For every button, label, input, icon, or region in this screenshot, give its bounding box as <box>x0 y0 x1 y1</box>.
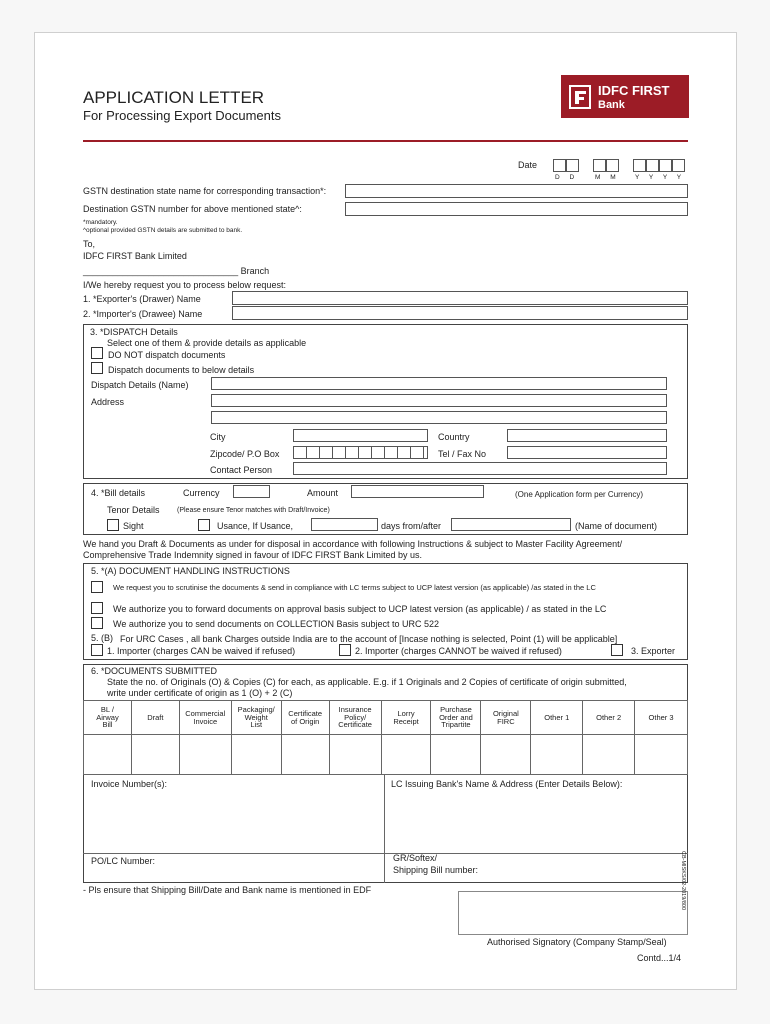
handover-line2: Comprehensive Trade Indemnity signed in favour of IDFC FIRST Bank Limited by us. <box>83 550 422 560</box>
signature-box[interactable] <box>458 891 688 935</box>
documents-instruction-1: State the no. of Originals (O) & Copies (C) for each, as applicable. E.g. if 1 Originals and 2 Copies of certificate of origin submitted, <box>107 677 627 687</box>
handling-opt2-checkbox[interactable] <box>91 602 103 614</box>
cell-insurance[interactable] <box>329 735 381 775</box>
gstn-state-label: GSTN destination state name for corresponding transaction*: <box>83 186 327 196</box>
doc-name-label: (Name of document) <box>575 521 658 531</box>
importer-label: 2. *Importer's (Drawee) Name <box>83 309 203 319</box>
currency-label: Currency <box>183 488 220 498</box>
amount-label: Amount <box>307 488 339 498</box>
importer-input[interactable] <box>232 306 688 320</box>
gstn-number-input[interactable] <box>345 202 688 216</box>
city-label: City <box>210 432 226 442</box>
contd-label: Contd...1/4 <box>637 953 682 963</box>
to-label: To, <box>83 239 96 249</box>
logo-text-line2: Bank <box>598 99 625 111</box>
tel-label: Tel / Fax No <box>438 449 487 459</box>
documents-vertical-divider <box>384 774 385 883</box>
gr-softex-label-1: GR/Softex/ <box>393 853 438 863</box>
tel-input[interactable] <box>507 446 667 459</box>
date-year-1[interactable] <box>633 159 646 172</box>
country-label: Country <box>438 432 470 442</box>
lc-bank-label: LC Issuing Bank's Name & Address (Enter Details Below): <box>391 779 623 789</box>
date-dd-hint: D D <box>555 174 579 181</box>
cell-other-1[interactable] <box>531 735 583 775</box>
dispatch-heading: 3. *DISPATCH Details <box>90 327 178 337</box>
date-month-1[interactable] <box>593 159 606 172</box>
cell-other-2[interactable] <box>583 735 635 775</box>
contact-label: Contact Person <box>210 465 273 475</box>
cell-commercial-invoice[interactable] <box>179 735 231 775</box>
cell-purchase-order[interactable] <box>431 735 481 775</box>
date-month-2[interactable] <box>606 159 619 172</box>
zip-input[interactable] <box>293 446 428 459</box>
gr-softex-label-2: Shipping Bill number: <box>393 865 479 875</box>
invoice-numbers-label: Invoice Number(s): <box>91 779 168 789</box>
urc-opt3-label: 3. Exporter <box>631 646 676 656</box>
edf-note: - Pls ensure that Shipping Bill/Date and Bank name is mentioned in EDF <box>83 885 372 895</box>
date-day-2[interactable] <box>566 159 579 172</box>
usance-days-input[interactable] <box>311 518 378 531</box>
bank-logo <box>561 75 689 118</box>
request-text: I/We hereby request you to process below request: <box>83 280 286 290</box>
date-label: Date <box>518 160 538 170</box>
do-not-dispatch-checkbox[interactable] <box>91 347 103 359</box>
days-from-label: days from/after <box>381 521 442 531</box>
zip-label: Zipcode/ P.O Box <box>210 449 280 459</box>
date-year-2[interactable] <box>646 159 659 172</box>
header-divider <box>83 140 688 142</box>
handover-line1: We hand you Draft & Documents as under for disposal in accordance with following Instructions & subject to Master Facility Agreement/ <box>83 539 623 549</box>
dispatch-docs-checkbox[interactable] <box>91 362 103 374</box>
date-year-4[interactable] <box>672 159 685 172</box>
do-not-dispatch-label: DO NOT dispatch documents <box>108 350 226 360</box>
address-input-2[interactable] <box>211 411 667 424</box>
col-purchase-order: Purchase Order and Tripartite <box>431 701 481 735</box>
usance-from-input[interactable] <box>451 518 571 531</box>
mandatory-note: *mandatory. <box>83 219 118 226</box>
urc-prefix: 5. (B) <box>91 633 114 643</box>
amount-input[interactable] <box>351 485 484 498</box>
usance-label: Usance, If Usance, <box>217 521 294 531</box>
urc-opt3-checkbox[interactable] <box>611 644 623 656</box>
col-lorry-receipt: Lorry Receipt <box>381 701 431 735</box>
dispatch-name-label: Dispatch Details (Name) <box>91 380 189 390</box>
currency-note: (One Application form per Currency) <box>515 490 644 499</box>
usance-checkbox[interactable] <box>198 519 210 531</box>
logo-text-line1: IDFC FIRST <box>598 83 670 98</box>
form-code: CB-MISKS/02-2019/800 <box>680 851 686 911</box>
documents-bottom-divider <box>83 853 688 854</box>
sight-label: Sight <box>123 521 144 531</box>
date-day-1[interactable] <box>553 159 566 172</box>
sight-checkbox[interactable] <box>107 519 119 531</box>
address-input-1[interactable] <box>211 394 667 407</box>
country-input[interactable] <box>507 429 667 442</box>
page-title: APPLICATION LETTER <box>83 88 265 107</box>
col-other-3: Other 3 <box>635 701 688 735</box>
handling-opt1-label: We request you to scrutinise the documents & send in compliance with LC terms subject to UCP latest version (as applicable) /as stated in the LC <box>113 583 596 592</box>
handling-opt1-checkbox[interactable] <box>91 581 103 593</box>
urc-opt2-label: 2. Importer (charges CANNOT be waived if refused) <box>355 646 562 656</box>
documents-table <box>83 700 688 775</box>
branch-line[interactable]: _______________________________ Branch <box>83 266 270 276</box>
city-input[interactable] <box>293 429 428 442</box>
dispatch-docs-label: Dispatch documents to below details <box>108 365 255 375</box>
urc-text: For URC Cases , all bank Charges outside India are to the account of [Incase nothing is selected, Point (1) will be applicable] <box>120 634 618 644</box>
bill-heading: 4. *Bill details <box>91 488 146 498</box>
application-form-page <box>34 32 737 990</box>
exporter-input[interactable] <box>232 291 688 305</box>
col-packaging-list: Packaging/ Weight List <box>231 701 281 735</box>
logo-mark-icon <box>569 85 591 109</box>
date-year-3[interactable] <box>659 159 672 172</box>
col-other-2: Other 2 <box>583 701 635 735</box>
po-lc-label: PO/LC Number: <box>91 856 156 866</box>
handling-heading: 5. *(A) DOCUMENT HANDLING INSTRUCTIONS <box>91 566 290 576</box>
cell-bl-airway-bill[interactable] <box>84 735 132 775</box>
optional-note: ^optional provided GSTN details are submitted to bank. <box>83 227 243 234</box>
exporter-label: 1. *Exporter's (Drawer) Name <box>83 294 201 304</box>
dispatch-instruction: Select one of them & provide details as applicable <box>107 338 307 348</box>
col-insurance: Insurance Policy/ Certificate <box>329 701 381 735</box>
col-draft: Draft <box>131 701 179 735</box>
tenor-note: (Please ensure Tenor matches with Draft/Invoice) <box>177 507 330 514</box>
signatory-label: Authorised Signatory (Company Stamp/Seal) <box>487 937 667 947</box>
col-certificate-of-origin: Certificate of Origin <box>281 701 329 735</box>
handling-opt3-checkbox[interactable] <box>91 617 103 629</box>
col-original-firc: Original FIRC <box>481 701 531 735</box>
cell-other-3[interactable] <box>635 735 688 775</box>
bank-name: IDFC FIRST Bank Limited <box>83 251 187 261</box>
documents-heading: 6. *DOCUMENTS SUBMITTED <box>91 666 218 676</box>
documents-header-row <box>84 701 688 735</box>
handling-opt3-label: We authorize you to send documents on COLLECTION Basis subject to URC 522 <box>113 619 439 629</box>
cell-lorry-receipt[interactable] <box>381 735 431 775</box>
urc-opt1-label: 1. Importer (charges CAN be waived if refused) <box>107 646 296 656</box>
col-bl-airway-bill: BL / Airway Bill <box>84 701 132 735</box>
documents-entry-row <box>84 735 688 775</box>
urc-opt1-checkbox[interactable] <box>91 644 103 656</box>
dispatch-name-input[interactable] <box>211 377 667 390</box>
currency-input[interactable] <box>233 485 270 498</box>
cell-packaging-list[interactable] <box>231 735 281 775</box>
address-label: Address <box>91 397 125 407</box>
date-mm-hint: M M <box>595 174 620 181</box>
cell-original-firc[interactable] <box>481 735 531 775</box>
gstn-number-label: Destination GSTN number for above mentioned state^: <box>83 204 302 214</box>
col-other-1: Other 1 <box>531 701 583 735</box>
cell-certificate-of-origin[interactable] <box>281 735 329 775</box>
documents-instruction-2: write under certificate of origin as 1 (O) + 2 (C) <box>107 688 293 698</box>
gstn-state-input[interactable] <box>345 184 688 198</box>
urc-opt2-checkbox[interactable] <box>339 644 351 656</box>
cell-draft[interactable] <box>131 735 179 775</box>
col-commercial-invoice: Commercial Invoice <box>179 701 231 735</box>
date-yyyy-hint: Y Y Y Y <box>635 174 686 181</box>
handling-opt2-label: We authorize you to forward documents on approval basis subject to UCP latest version (as applicable) / as stated in the LC <box>113 604 607 614</box>
contact-input[interactable] <box>293 462 667 475</box>
page-subtitle: For Processing Export Documents <box>83 108 281 123</box>
tenor-label: Tenor Details <box>107 505 160 515</box>
